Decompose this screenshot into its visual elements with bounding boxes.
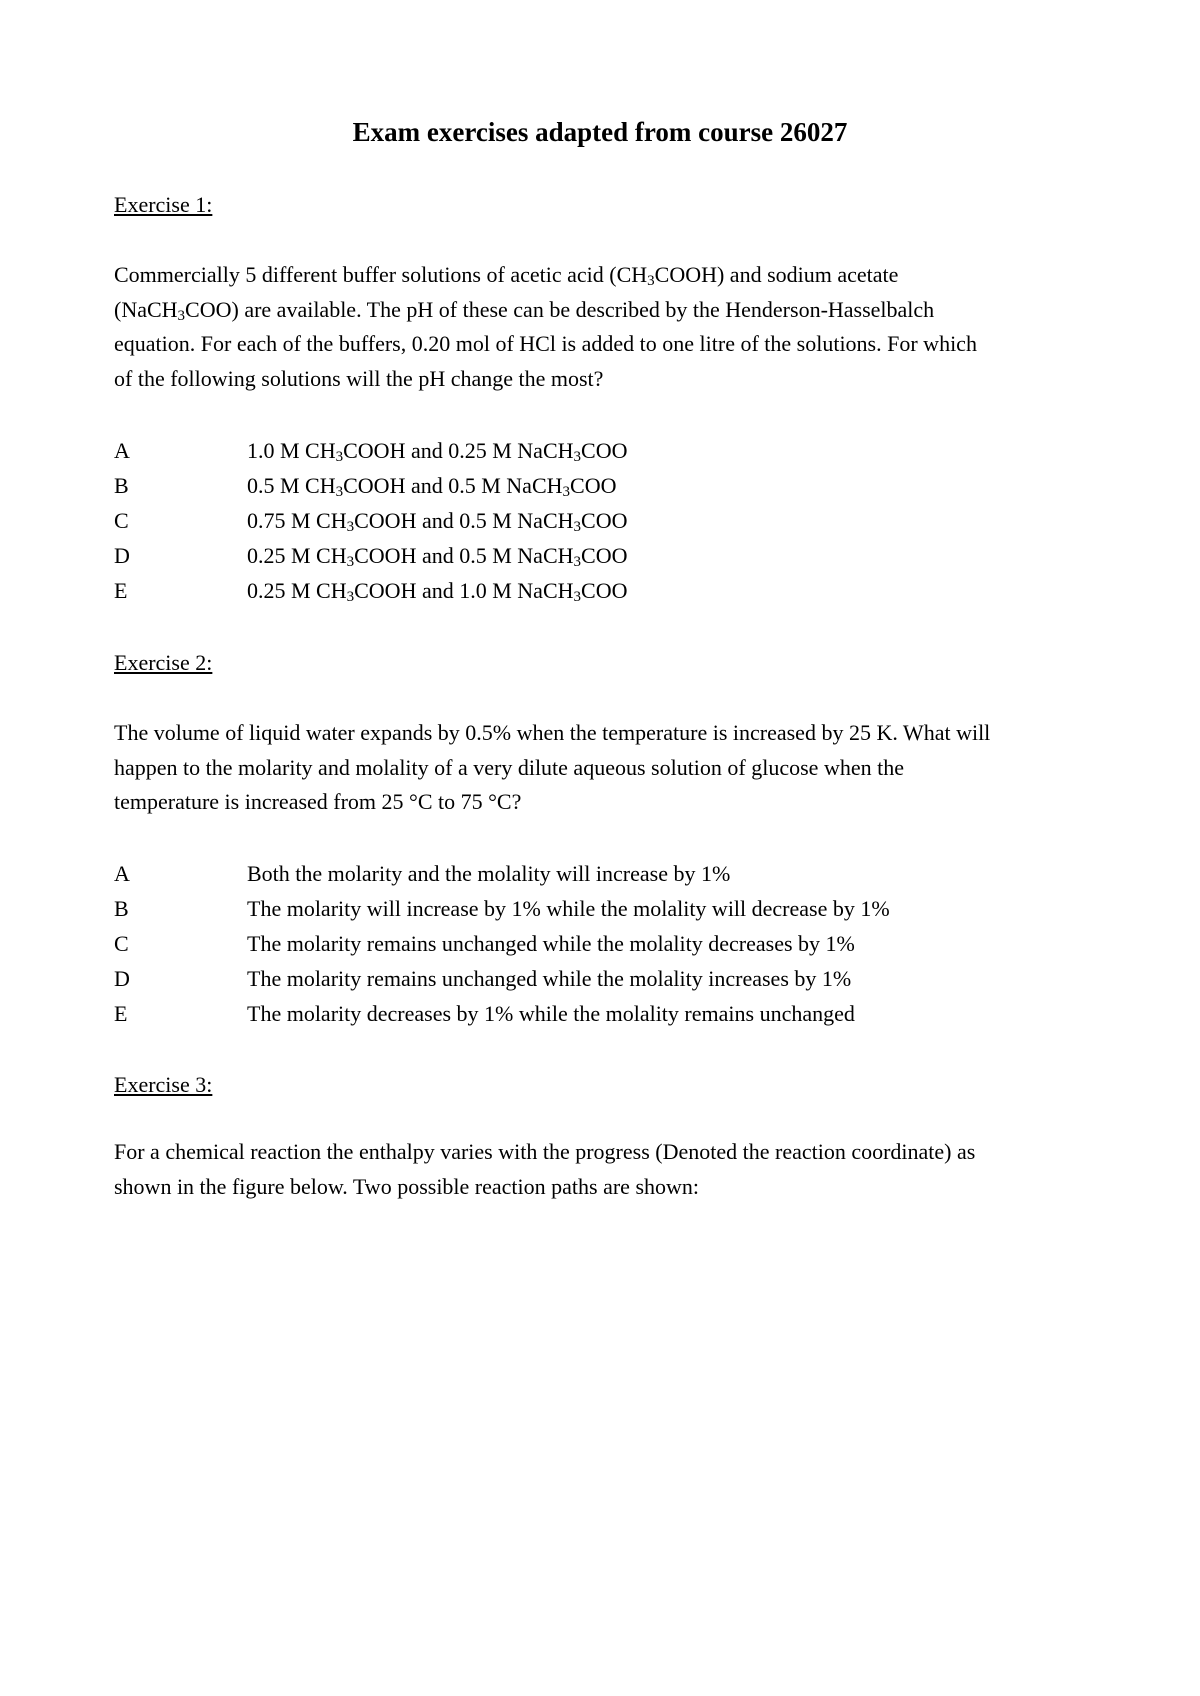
option-letter: B	[114, 896, 129, 921]
exercise-2-options	[114, 856, 1094, 1031]
question-line: happen to the molarity and molality of a very dilute aqueous solution of glucose when the	[114, 754, 904, 780]
option-letter: A	[114, 438, 130, 463]
answer-option-d	[114, 538, 1094, 573]
option-text: 0.5 M $CH_3COOH$ and 0.5 M NaCH$_3$COO	[247, 473, 617, 500]
question-line: (NaCH$_3$COO) are available. The pH of these can be described by the Henderson-Hasselbalch	[114, 296, 935, 324]
question-line: The volume of liquid water expands by 0.5% when the temperature is increased by 25 K. What will	[114, 720, 991, 745]
option-text: Both the molarity and the molality will increase by 1%	[247, 861, 731, 886]
option-letter: D	[114, 543, 130, 568]
option-text: The molarity will increase by 1% while the molality will decrease by 1%	[247, 896, 890, 921]
option-letter: C	[114, 508, 129, 533]
exercise-1-question	[114, 258, 1094, 396]
option-letter: E	[114, 1001, 128, 1026]
question-line: of the following solutions will the pH change the most?	[114, 365, 604, 391]
option-text: The molarity remains unchanged while the molality decreases by 1%	[247, 931, 855, 956]
option-letter: A	[114, 861, 130, 886]
option-text: 0.25 M $CH_3COOH$ and 1.0 M NaCH$_3$COO	[247, 578, 628, 605]
exercise-2-question	[114, 716, 1094, 820]
option-text: The molarity remains unchanged while the molality increases by 1%	[247, 966, 852, 991]
exercise-3-heading: Exercise 3:	[114, 1072, 213, 1097]
answer-option-c	[114, 503, 1094, 538]
option-text: 0.25 M $CH_3COOH$ and 0.5 M NaCH$_3$COO	[247, 543, 628, 570]
question-line: shown in the figure below. Two possible reaction paths are shown:	[114, 1173, 700, 1199]
question-line: Commercially 5 different buffer solutions of acetic acid $(CH_3COOH)$ and sodium acetate	[114, 262, 899, 289]
option-letter: E	[114, 578, 128, 603]
option-letter: D	[114, 966, 130, 991]
answer-option-e	[114, 573, 1094, 608]
answer-option-a	[114, 856, 1094, 891]
answer-option-b	[114, 468, 1094, 503]
exercise-1-options	[114, 433, 1094, 608]
exercise-3-question	[114, 1135, 1094, 1204]
exercise-1-heading: Exercise 1:	[114, 192, 213, 217]
option-letter: B	[114, 473, 129, 498]
question-line: temperature is increased from 25 °C to 75 °C?	[114, 789, 522, 814]
answer-option-b	[114, 891, 1094, 926]
page-title: Exam exercises adapted from course 26027	[352, 117, 848, 147]
option-text: The molarity decreases by 1% while the molality remains unchanged	[247, 1001, 855, 1026]
option-text: 0.75 M $CH_3COOH$ and 0.5 M NaCH$_3$COO	[247, 508, 628, 535]
exercise-2-heading: Exercise 2:	[114, 650, 213, 675]
answer-option-c	[114, 926, 1094, 961]
question-line: equation. For each of the buffers, 0.20 mol of HCl is added to one litre of the solutions. For which	[114, 331, 977, 356]
option-letter: C	[114, 931, 129, 956]
answer-option-d	[114, 961, 1094, 996]
option-text: 1.0 M $CH_3COOH$ and 0.25 M NaCH$_3$COO	[247, 438, 628, 465]
answer-option-a	[114, 433, 1094, 468]
question-line: For a chemical reaction the enthalpy varies with the progress (Denoted the reaction coordinate) as	[114, 1139, 976, 1164]
answer-option-e	[114, 996, 1094, 1031]
